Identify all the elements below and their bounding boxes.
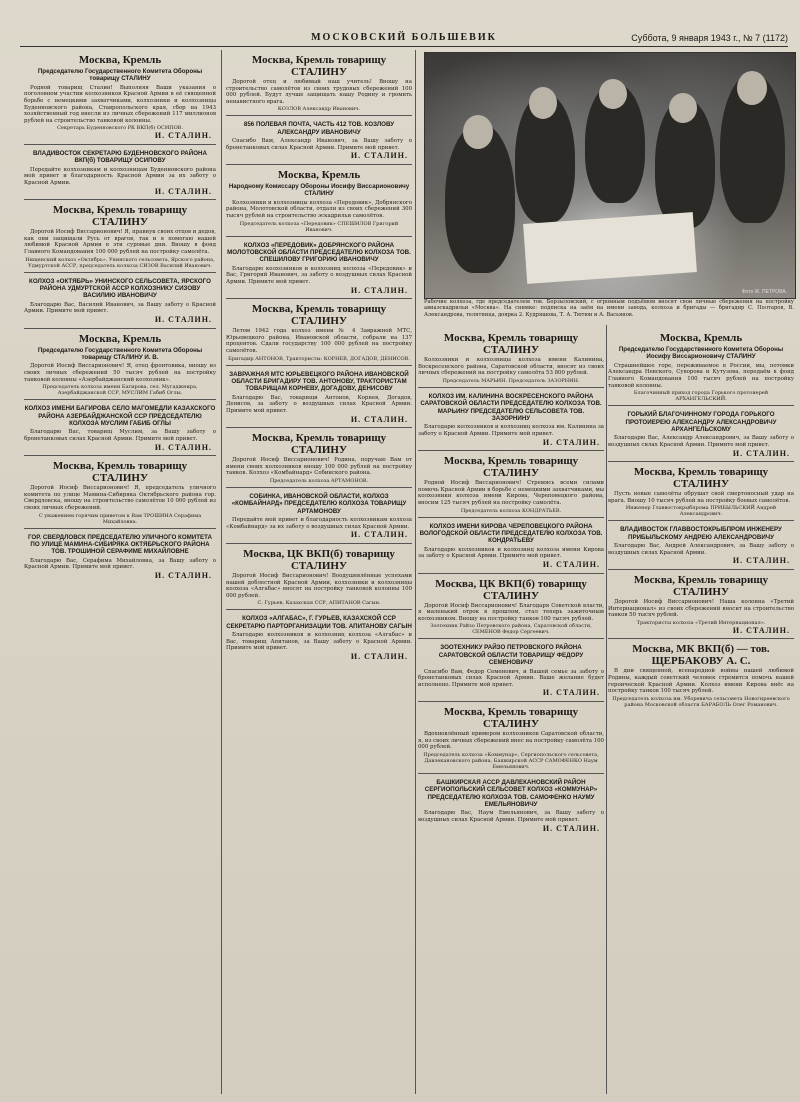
article-text: Колхозники и колхозницы колхоза «Передовик», Добрянского района, Молотовской области, отдали из своих сбережений 300 тысяч рублей на строительство эскадрильи самолётов. (226, 199, 412, 219)
stalin-signature: И. СТАЛИН. (154, 186, 212, 196)
stalin-signature: И. СТАЛИН. (350, 651, 408, 661)
article-text: Дорогой Иосиф Виссарионович! Родина, поручаю Вам от имени своих колхозников вношу 100 000 рублей на постройку танков. Колхоз «Комбайнард» Собинского района. (226, 457, 412, 477)
article-subheadline: ВЛАДИВОСТОК ГЛАВВОСТОКРЫБПРОМ ИНЖЕНЕРУ ПРИБЫЛЬСКОМУ АНДРЕЮ АЛЕКСАНДРОВИЧУ (620, 526, 782, 541)
article-text: Вдохновлённый примером колхозников Саратовской области, я, из своих личных сбережений внес на постройку самолёта 100 000 рублей. (418, 730, 604, 751)
article (24, 50, 216, 144)
article-text: Дорогой Иосиф Виссарионович! Я, председатель уличного комитета по улице Мамина-Сибиряка Октябрьского района гор. Свердловска, вношу на строительство самолётов 10 000 рублей из своих личных сбережений. (24, 485, 216, 511)
stalin-signature: И. СТАЛИН. (154, 131, 212, 141)
article (24, 328, 216, 400)
article-text: Благодарю Вас, Андрей Александрович, за Вашу заботу о воздушных силах Красной Армии. (608, 543, 794, 556)
article (24, 199, 216, 271)
article (24, 455, 216, 527)
stalin-signature: И. СТАЛИН. (350, 285, 408, 295)
article-subheadline: Председателю Государственного Комитета Обороны товарищу СТАЛИНУ (37, 68, 203, 83)
article-text: В дни священной, всенародной войны нашей любимой Родины, каждый советский человек стремится помочь нашей героической Красной Армии. Колхоз имени Кирова внёс на постройку танков 100 тысяч рублей. (608, 668, 794, 695)
article (418, 517, 604, 573)
article (608, 405, 794, 461)
stalin-signature: И. СТАЛИН. (542, 437, 600, 447)
article-headline: Москва, Кремль товарищу СТАЛИНУ (443, 705, 579, 730)
article-text: Родной товарищ Сталин! Выполняя Ваши указания о поголовном участии колхозников Красной Армии в её священной борьбе с немецкими захватчиками, колхозники и колхозницы Буденновского района, Ставропольского края, сбор на 1943 хозяйственный год внесли из личных сбережений 117 миллионов рублей на строительство танковой колонны. (24, 84, 216, 124)
column-rule (415, 50, 416, 1094)
article (608, 520, 794, 569)
column-rule (221, 50, 222, 1094)
article-headline: Москва, Кремль (659, 332, 743, 344)
article-signature-line: Председатель колхоза КОНДРАТЬЕВ. (460, 507, 562, 514)
article-text: Передайте колхозникам и колхозницам Буденновского района мой привет и благодарность Красной Армии за их заботу о Красной Армии. (24, 166, 216, 186)
issue-date: Суббота, 9 января 1943 г., № 7 (1172) (631, 33, 788, 43)
stalin-signature: И. СТАЛИН. (154, 314, 212, 324)
article-text: Передайте мой привет и благодарность колхозникам колхоза «Комбайнард» за их заботу о воздушных силах Красной Армии. (226, 517, 412, 530)
article (418, 701, 604, 773)
article-signature-line: Трактористы колхоза «Третий Интернационал». (636, 619, 766, 626)
article-text: Дорогой Иосиф Виссарионович! Наша колонна «Третий Интернационал» из своих сбережений вносит на строительство танков 50 тысяч рублей. (608, 598, 794, 619)
article-text: Спасибо Вам, Федор Семенович, и Вашей семье за заботу о бронетанковых силах Красной Армии. Ваше желание будет исполнено. Примите мой привет. (418, 668, 604, 688)
stalin-signature: И. СТАЛИН. (350, 530, 408, 540)
article-text: Благодарю Вас, Серафима Михайловна, за Вашу заботу о Красной Армии. Примите мой привет. (24, 557, 216, 571)
article-subheadline: 856 ПОЛЕВАЯ ПОЧТА, ЧАСТЬ 412 ТОВ. КОЗЛОВУ АЛЕКСАНДРУ ИВАНОВИЧУ (243, 121, 395, 136)
article-signature-line: Председатель колхоза «Передовик» СПЕШИЛОВ Григорий Иванович. (239, 220, 399, 233)
article-headline: Москва, Кремль товарищу СТАЛИНУ (251, 54, 387, 78)
article-headline: Москва, Кремль товарищу СТАЛИНУ (443, 455, 579, 480)
column-2 (226, 50, 412, 1094)
article-headline: Москва, Кремль (277, 168, 361, 181)
article (226, 609, 412, 664)
article-subheadline: КОЛХОЗ ИМ. КАЛИНИНА ВОСКРЕСЕНСКОГО РАЙОНА САРАТОВСКОЙ ОБЛАСТИ ПРЕДСЕДАТЕЛЮ КОЛХОЗА ТОВ. МАРЬИНУ ПРЕДСЕДАТЕЛЮ СЕЛЬСОВЕТА ТОВ. ЗАЗОРНИНУ (420, 392, 602, 422)
article (418, 328, 604, 387)
stalin-signature: И. СТАЛИН. (542, 688, 600, 698)
article (608, 328, 794, 405)
stalin-signature: И. СТАЛИН. (542, 823, 600, 833)
article-signature-line: С. Гурьев, Казахская ССР, АПИТАНОВ Сагын. (257, 600, 381, 607)
article (418, 387, 604, 450)
article (226, 164, 412, 236)
article-text: Благодарю Вас, товарищи Антонов, Корнев, Догадов, Денисов, за заботу о воздушных силах Красной Армии. Примите мой привет. (226, 394, 412, 414)
article-headline: Москва, Кремль товарищу СТАЛИНУ (633, 573, 769, 598)
stalin-signature: И. СТАЛИН. (154, 570, 212, 580)
stalin-signature: И. СТАЛИН. (542, 559, 600, 569)
article-text: Страшнейшее горе, переживаемое в России, мы, потомки Александра Невского, Суворова и Кутузова, передаём в фонд Главного Командования 100 тысяч рублей на постройку танковой колонны. (608, 362, 794, 389)
photo-caption: Рабочие колхоза, где председателем тов. Борзыловский, с огромным подъёмом вносят свои личные сбережения на постройку авиаэскадрильи «Москва». На снимке: подписка на заём на имени завода, колхоза и бригады — бригадир С. Полтаров, В. Александрова, телятница, доярка 2. Кудряшова, Т. А. Тютюн и А. Васьянов. (424, 299, 794, 318)
article-subheadline: БАШКИРСКАЯ АССР ДАВЛЕКАНОВСКИЙ РАЙОН СЕРГИОПОЛЬСКИЙ СЕЛЬСОВЕТ КОЛХОЗ «КОММУНАР» ПРЕДСЕДАТЕЛЮ КОЛХОЗА ТОВ. САМОФЕНКО НАУМУ ЕМЕЛЬЯНОВИЧУ (424, 778, 598, 808)
article (226, 298, 412, 364)
article-signature-line: Председатель колхоза «Коммунар», Сергиопольского сельсовета, Давлекановского района, Башкирской АССР САМОФЕНКО Наум Емельянович. (423, 751, 599, 770)
article (418, 573, 604, 639)
article-text: Дорогой Иосиф Виссарионович! Я, правнук своих отцов и дедов, как они защищали Русь от врагов, так и я помогаю нашей любимой Красной Армии в эти суровые дни. Вношу в фонд Главного Командования 100 000 рублей на постройку самолёта. (24, 229, 216, 255)
article-subheadline: КОЛХОЗ ИМЕНИ КИРОВА ЧЕРЕПОВЕЦКОГО РАЙОНА ВОЛОГОДСКОЙ ОБЛАСТИ ПРЕДСЕДАТЕЛЮ КОЛХОЗА ТОВ. КОНДРАТЬЕВУ (419, 522, 603, 545)
article-text: Благодарю Вас, Александр Александрович, за Вашу заботу о воздушных силах Красной Армии. Примите мой привет. (608, 435, 794, 448)
article-text: Дорогой Иосиф Виссарионович! Благодаря Советской власти, я маленький отрок в прошлом, стал теперь зажиточным колхозником. Вношу на постройку танков 100 тысяч рублей. (418, 602, 604, 622)
article-signature-line: Зоотехник Райзо Петровского района, Саратовской области, СЕМЕНОВ Федор Сергеевич. (430, 623, 592, 636)
article-subheadline: СОБИНКА, ИВАНОВСКОЙ ОБЛАСТИ, КОЛХОЗ «КОМБАЙНАРД» ПРЕДСЕДАТЕЛЮ КОЛХОЗА ТОВАРИЩУ АРТАМОНОВУ (231, 492, 407, 515)
article-subheadline: КОЛХОЗ ИМЕНИ БАГИРОВА СЕЛО МАГОМЕДЛИ КАЗАХСКОГО РАЙОНА АЗЕРБАЙДЖАНСКОЙ ССР ПРЕДСЕДАТЕЛЮ КОЛХОЗА МУСЛИМ ГАБИБ ОГЛЫ (24, 405, 216, 427)
stalin-signature: И. СТАЛИН. (350, 414, 408, 424)
article-subheadline: ЗАВРАЖНАЯ МТС ЮРЬЕВЕЦКОГО РАЙОНА ИВАНОВСКОЙ ОБЛАСТИ БРИГАДИРУ ТОВ. АНТОНОВУ, ТРАКТОРИСТАМ ТОВАРИЩАМ КОРНЕВУ, ДОГАДОВУ, ДЕНИСОВУ (229, 370, 409, 393)
article-text: Колхозники и колхозницы колхоза имени Калинина, Воскресенского района, Саратовской области, вносят из своих личных сбережений на постройку самолёта 53 800 рублей. (418, 357, 604, 377)
article-signature-line: Председатель колхоза АРТАМОНОВ. (269, 477, 369, 484)
article-subheadline: Народному Комиссару Обороны Иосифу Виссарионовичу СТАЛИНУ (228, 182, 410, 198)
article (608, 461, 794, 520)
article (608, 638, 794, 710)
article-headline: Москва, Кремль товарищу СТАЛИНУ (251, 432, 387, 457)
article (24, 272, 216, 328)
article-headline: Москва, Кремль товарищу СТАЛИНУ (52, 204, 188, 229)
article-subheadline: КОЛХОЗ «ОКТЯБРЬ» УНИНСКОГО СЕЛЬСОВЕТА, ЯРСКОГО РАЙОНА УДМУРТСКОЙ АССР КОЛХОЗНИКУ СИЗОВУ ВАСИЛИЮ ИВАНОВИЧУ (29, 277, 211, 300)
column-4 (608, 328, 794, 1094)
article-subheadline: ГОРЬКИЙ БЛАГОЧИННОМУ ГОРОДА ГОРЬКОГО ПРОТОИЕРЕЮ АЛЕКСАНДРУ АЛЕКСАНДРОВИЧУ АРХАНГЕЛЬСКОМУ (625, 411, 777, 433)
photo-collective-farmers (424, 52, 796, 299)
masthead (20, 30, 788, 47)
article-headline: Москва, Кремль (78, 54, 162, 66)
article-signature-line: С уважением горячим приветом к Вам ТРОШИНА Серафима Михайловна. (38, 512, 202, 525)
article-subheadline: ЗООТЕХНИКУ РАЙЗО ПЕТРОВСКОГО РАЙОНА САРАТОВСКОЙ ОБЛАСТИ ТОВАРИЩУ ФЕДОРУ СЕМЕНОВИЧУ (438, 644, 584, 667)
article-text: Благодарю колхозников и колхозниц колхоза «Алгабас» и Вас, товарищ Апитанов, за Вашу заботу о Красной Армии. Примите мой привет. (226, 632, 412, 652)
article-text: Дорогой отец и любимый наш учитель! Вношу на строительство самолётов из своих трудовых сбережений 100 000 рублей. Будут лучше защищать нашу Родину и громить ненавистного врага. (226, 79, 412, 105)
article-text: Благодарю Вас, товарищ Муслим, за Вашу заботу о бронетанковых силах Красной Армии. Примите мой привет. (24, 429, 216, 442)
article-subheadline: ГОР. СВЕРДЛОВСК ПРЕДСЕДАТЕЛЮ УЛИЧНОГО КОМИТЕТА ПО УЛИЦЕ МАМИНА-СИБИРЯКА ОКТЯБРЬСКОГО РАЙОНА ТОВ. ТРОШИНОЙ СЕРАФИМЕ МИХАЙЛОВНЕ (28, 533, 212, 556)
article-subheadline: Председателю Государственного Комитета Обороны товарищу СТАЛИНУ И. В. (37, 346, 203, 361)
article-subheadline: КОЛХОЗ «ПЕРЕДОВИК» ДОБРЯНСКОГО РАЙОНА МОЛОТОВСКОЙ ОБЛАСТИ ПРЕДСЕДАТЕЛЮ КОЛХОЗА ТОВ. СПЕШИЛОВУ ГРИГОРИЮ ИВАНОВИЧУ (227, 241, 411, 264)
article-signature-line: Председатель колхоза имени Багирова, сел. Мугаджнира, Азербайджанской ССР, МУСЛИМ Габиб Оглы. (42, 384, 198, 397)
article-text: Спасибо Вам, Александр Иванович, за Вашу заботу о бронетанковых силах Красной Армии. Примите мой привет. (226, 138, 412, 151)
article-text: Благодарю Вас, Наум Емельянович, за Вашу заботу о воздушных силах Красной Армии. Примите мой привет. (418, 810, 604, 823)
article-headline: Москва, Кремль (78, 332, 162, 345)
stalin-signature: И. СТАЛИН. (732, 448, 790, 458)
stalin-signature: И. СТАЛИН. (732, 625, 790, 635)
article-text: Летом 1942 года колхоз имени № 4 Завражной МТС, Юрьевецкого района, Ивановской области, собрали на 137 процентов. Сдали государству 100 000 рублей на постройку самолётов. (226, 328, 412, 354)
column-3 (418, 328, 604, 1094)
article-text: Родной Иосиф Виссарионович! Стремясь всеми силами помочь Красной Армии в борьбе с немецкими захватчиками, мы колхозники колхоза имени Кирова, Череповецкого района, вносим 125 тысяч рублей на постройку самолёта. (418, 480, 604, 506)
newspaper-title: МОСКОВСКИЙ БОЛЬШЕВИК (311, 32, 497, 43)
article-headline: Москва, Кремль товарищу СТАЛИНУ (633, 466, 769, 491)
article (418, 638, 604, 701)
article (418, 450, 604, 516)
photo-credit: Фото Ж. ПЕТРОВА. (741, 289, 787, 295)
article-text: Благодарю колхозников и колхозниц колхоза имени Кирова за заботу о Красной Армии. Примите мой привет. (418, 546, 604, 560)
article-headline: Москва, ЦК ВКП(б) товарищу СТАЛИНУ (435, 577, 587, 602)
stalin-signature: И. СТАЛИН. (732, 556, 790, 566)
article (226, 427, 412, 487)
article-headline: Москва, Кремль товарищу СТАЛИНУ (52, 460, 188, 485)
article-headline: Москва, Кремль товарищу СТАЛИНУ (443, 332, 579, 356)
stalin-signature: И. СТАЛИН. (350, 151, 408, 161)
article-signature-line: Благочинный приход города Горького протоиерей АРХАНГЕЛЬСКИЙ. (633, 390, 769, 403)
article-text: Дорогой Иосиф Виссарионович! Я, отец фронтовика, вношу из своих личных сбережений 50 тысяч рублей на постройку танковой колонны «Азербайджанский колхозник». (24, 363, 216, 383)
article (24, 528, 216, 584)
article-signature-line: Бригадир АНТОНОВ, Трактористы: КОРНЕВ, ДОГАДОВ, ДЕНИСОВ. (228, 355, 410, 362)
article-signature-line: Инженер Главвостокрыбпрома ПРИБЫЛЬСКИЙ Андрей Александрович. (625, 505, 777, 518)
column-1 (24, 50, 216, 1094)
stalin-signature: И. СТАЛИН. (154, 442, 212, 452)
article-headline: Москва, Кремль товарищу СТАЛИНУ (251, 303, 387, 328)
article (226, 236, 412, 299)
article-text: Благодарю колхозников и колхозниц колхоза им. Калинина за заботу о Красной Армии. Примите мой привет. (418, 424, 604, 437)
article-subheadline: КОЛХОЗ «АЛГАБАС», Г. ГУРЬЕВ, КАЗАХСКОЙ ССР СЕКРЕТАРЮ ПАРТОРГАНИЗАЦИИ ТОВ. АПИТАНОВУ САГЫН (226, 615, 412, 630)
article-subheadline: Председателю Государственного Комитета Обороны Иосифу Виссарионовичу СТАЛИНУ (618, 346, 784, 361)
article-text: Благодарю Вас, Василий Иванович, за Вашу заботу о Красной Армии. Примите мой привет. (24, 301, 216, 315)
article-signature-line: Секретарь Буденновского РК ВКП(б) ОСИПОВ. (57, 125, 183, 132)
article (226, 115, 412, 164)
article-signature-line: КОЗЛОВ Александр Иванович. (277, 106, 361, 113)
article (24, 144, 216, 199)
article-text: Дорогой Иосиф Виссарионович! Воодушевлённые успехами нашей доблестной Красной Армии, колхозники и колхозницы колхоза «Алгабас» вносят на постройку танковой колонны 100 000 рублей. (226, 572, 412, 599)
article (226, 543, 412, 609)
article-headline: Москва, ЦК ВКП(б) товарищу СТАЛИНУ (243, 547, 395, 572)
article (226, 365, 412, 428)
article (418, 773, 604, 836)
article-signature-line: Председатель колхоза им. Уборевича сельсовета Новогиреевского района Московской области БАРАБОЛЬ Олег Романович. (612, 695, 790, 708)
article-headline: Москва, МК ВКП(б) — тов. ЩЕРБАКОВУ А. С. (632, 643, 770, 668)
article-signature-line: Нищенский колхоз «Октябрь», Унинского сельсовета, Ярского района, Удмуртской АССР, председатель колхоза СИЗОВ Василий Иванович. (25, 256, 215, 269)
article (226, 50, 412, 115)
article (608, 569, 794, 638)
article (24, 399, 216, 455)
column-rule (606, 325, 607, 1094)
article-signature-line: Председатель МАРЬИН. Председатель ЗАЗОРНИН. (442, 377, 580, 384)
article (226, 487, 412, 543)
article-text: Пусть новые самолёты обрушат свой смертоносный удар на врага. Вношу 10 тысяч рублей на постройку боевых самолётов. (608, 491, 794, 504)
article-subheadline: ВЛАДИВОСТОК СЕКРЕТАРЮ БУДЕННОВСКОГО РАЙОНА ВКП(б) ТОВАРИЩУ ОСИПОВУ (33, 149, 207, 165)
article-text: Благодарю колхозников и колхозниц колхоза «Передовик» и Вас, Григорий Иванович, за заботу о воздушных силах Красной Армии. Примите мой привет. (226, 265, 412, 285)
